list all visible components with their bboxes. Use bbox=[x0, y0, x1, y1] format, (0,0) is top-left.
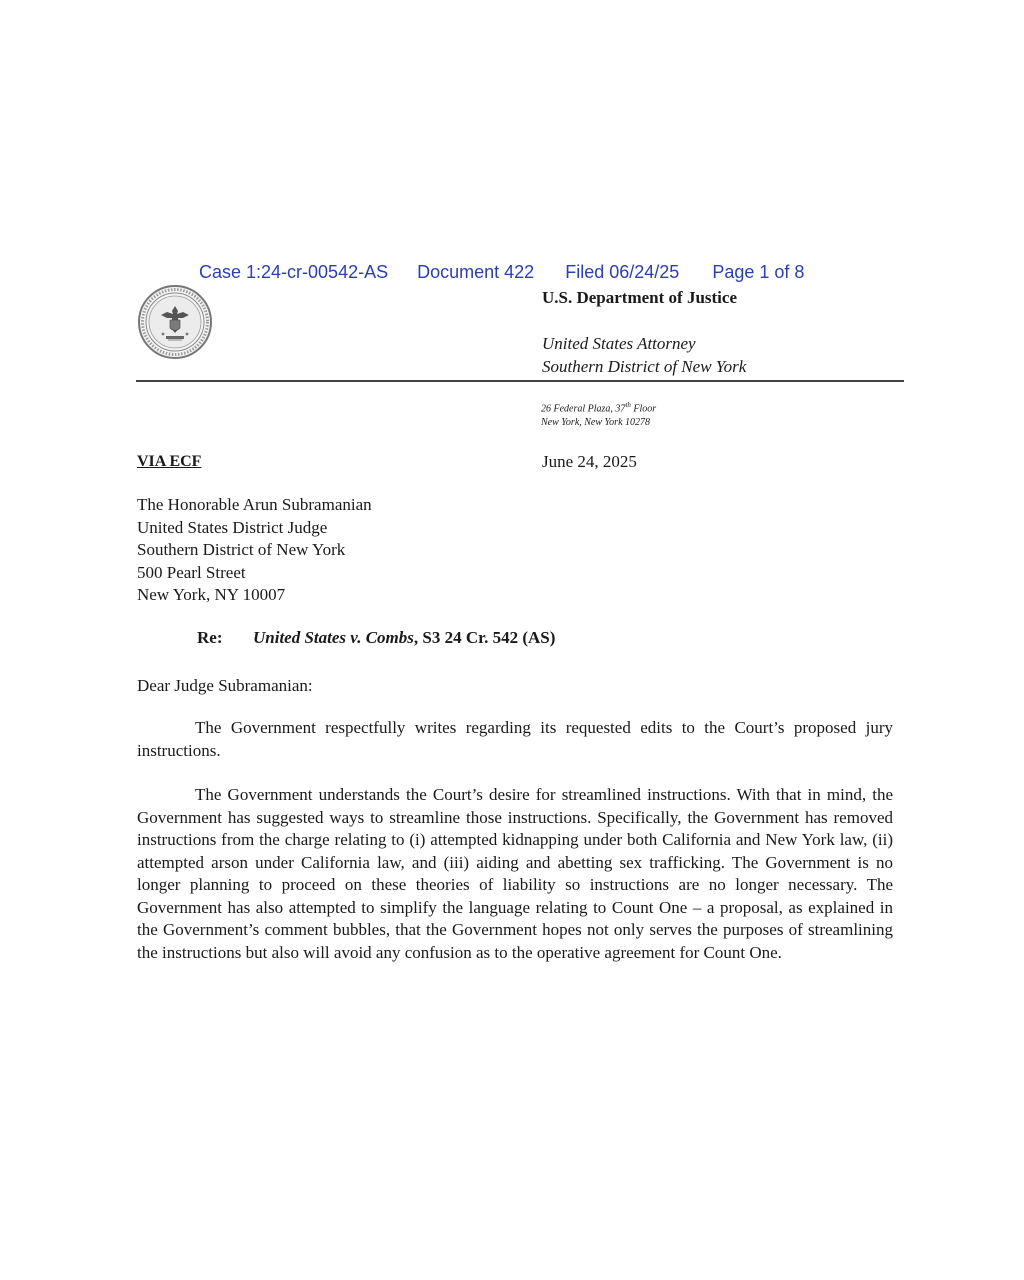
case-number: Case 1:24-cr-00542-AS bbox=[199, 262, 389, 282]
re-label: Re: bbox=[197, 628, 223, 647]
case-caption: United States v. Combs bbox=[253, 628, 414, 647]
recipient-city: New York, NY 10007 bbox=[137, 585, 286, 604]
salutation: Dear Judge Subramanian: bbox=[137, 676, 313, 695]
case-docket: , S3 24 Cr. 542 (AS) bbox=[413, 628, 556, 647]
office-block bbox=[542, 332, 746, 378]
doj-seal-icon bbox=[137, 284, 213, 360]
department-name: U.S. Department of Justice bbox=[542, 288, 737, 307]
letterhead-divider bbox=[136, 380, 904, 382]
page-indicator: Page 1 of 8 bbox=[712, 262, 805, 282]
ecf-filing-header bbox=[199, 262, 899, 283]
filed-date: Filed 06/24/25 bbox=[565, 262, 680, 282]
letter-date: June 24, 2025 bbox=[542, 452, 637, 471]
office-address bbox=[541, 398, 656, 430]
recipient-street: 500 Pearl Street bbox=[137, 562, 246, 582]
office-district: Southern District of New York bbox=[542, 357, 747, 376]
address-city: New York, New York 10278 bbox=[541, 417, 651, 429]
recipient-address-block bbox=[137, 494, 372, 607]
body-paragraph: The Government respectfully writes regarding its requested edits to the Court’s proposed jury instructions. bbox=[137, 718, 893, 760]
document-number: Document 422 bbox=[417, 262, 535, 282]
recipient-court: Southern District of New York bbox=[137, 540, 346, 559]
re-line bbox=[197, 628, 555, 648]
recipient-name: The Honorable Arun Subramanian bbox=[137, 495, 372, 514]
delivery-method: VIA ECF bbox=[137, 453, 202, 470]
recipient-title: United States District Judge bbox=[137, 517, 328, 537]
office-title: United States Attorney bbox=[542, 334, 696, 353]
address-street: 26 Federal Plaza, 37th Floor bbox=[541, 401, 657, 415]
body-paragraph: The Government understands the Court’s desire for streamlined instructions. With that in mind, the Government has suggested ways to streamline those instructions. Specifically, the Government has removed instructions from the charge relating to (i) attempted kidnapping under both California and New York law, (ii) attempted arson under California law, and (iii) aiding and abetting sex trafficking. The Government is no longer planning to proceed on these theories of liability so instructions are no longer necessary. The Government has also attempted to simplify the language relating to Count One – a proposal, as explained in the Government’s comment bubbles, that the Government hopes not only serves the purposes of streamlining the instructions but also will avoid any confusion as to the operative agreement for Count One. bbox=[137, 785, 893, 962]
